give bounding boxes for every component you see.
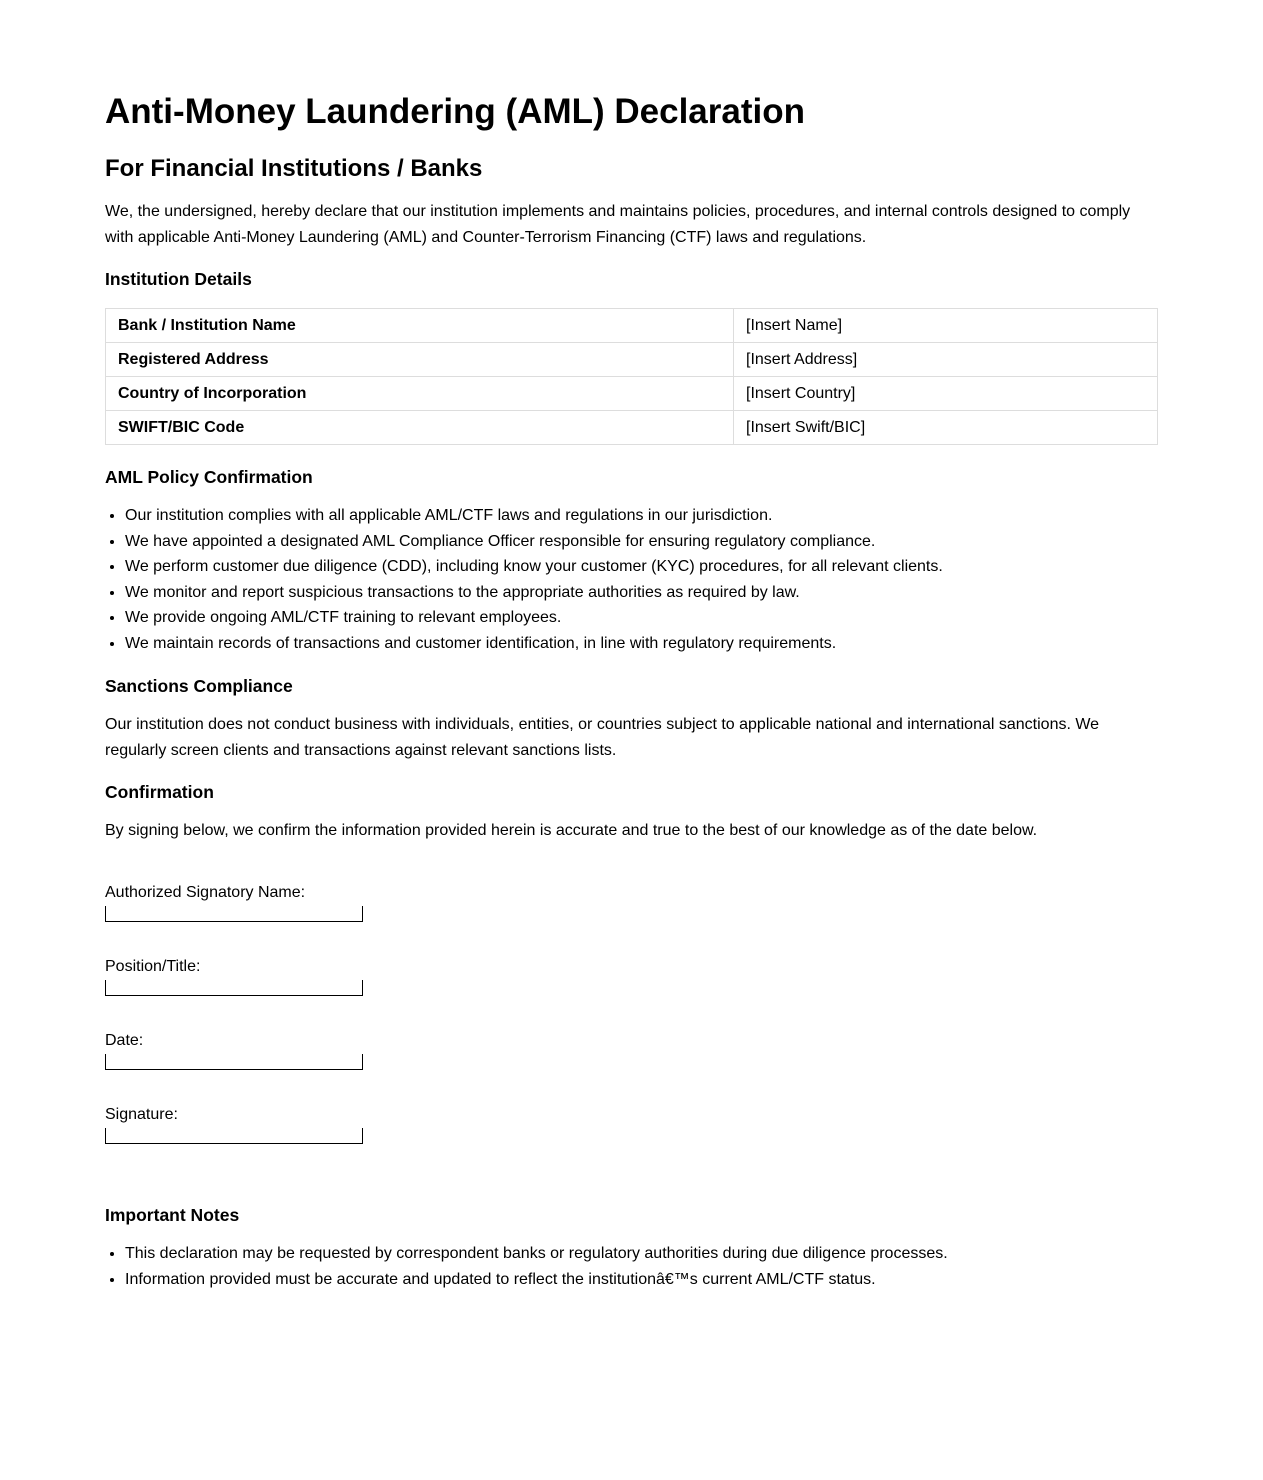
list-item: • We monitor and report suspicious transactions to the appropriate authorities as required by law.	[125, 580, 1158, 606]
row-value-registered-address: [Insert Address]	[734, 343, 1158, 377]
row-label-institution-name: Bank / Institution Name	[106, 309, 734, 343]
signature-field[interactable]	[105, 1127, 363, 1144]
row-label-swift-bic: SWIFT/BIC Code	[106, 411, 734, 445]
row-value-institution-name: [Insert Name]	[734, 309, 1158, 343]
position-title-label: Position/Title:	[105, 958, 201, 975]
row-label-registered-address: Registered Address	[106, 343, 734, 377]
confirmation-heading: Confirmation	[105, 782, 214, 802]
list-item: • Our institution complies with all applicable AML/CTF laws and regulations in our jurisdiction.	[125, 503, 1158, 529]
aml-policy-list	[105, 503, 1158, 657]
list-item: • We have appointed a designated AML Compliance Officer responsible for ensuring regulatory compliance.	[125, 529, 1158, 555]
important-notes-heading: Important Notes	[105, 1205, 240, 1225]
signatory-name-label: Authorized Signatory Name:	[105, 884, 306, 901]
date-block	[105, 1030, 363, 1070]
list-item: • This declaration may be requested by correspondent banks or regulatory authorities during due diligence processes.	[125, 1241, 1158, 1267]
position-title-field[interactable]	[105, 979, 363, 996]
institution-details-heading: Institution Details	[105, 269, 252, 289]
signatory-name-field[interactable]	[105, 905, 363, 922]
date-field[interactable]	[105, 1053, 363, 1070]
list-item: • We maintain records of transactions and customer identification, in line with regulatory requirements.	[125, 631, 1158, 657]
date-label: Date:	[105, 1032, 144, 1049]
sanctions-paragraph: Our institution does not conduct business with individuals, entities, or countries subject to applicable national and international sanctions. We regularly screen clients and transactions against relevant sanctions lists.	[105, 716, 1100, 759]
document-subtitle: For Financial Institutions / Banks	[105, 155, 483, 182]
row-value-country: [Insert Country]	[734, 377, 1158, 411]
row-value-swift-bic: [Insert Swift/BIC]	[734, 411, 1158, 445]
table-row	[106, 377, 1158, 411]
sanctions-heading: Sanctions Compliance	[105, 676, 293, 696]
signature-block	[105, 1104, 363, 1144]
table-row	[106, 411, 1158, 445]
document-page	[105, 0, 1158, 1300]
intro-paragraph: We, the undersigned, hereby declare that our institution implements and maintains policies, procedures, and internal controls designed to comply with applicable Anti-Money Laundering (AML) and Counter-Terrorism Financing (CTF) laws and regulations.	[105, 203, 1131, 246]
table-row	[106, 309, 1158, 343]
row-label-country: Country of Incorporation	[106, 377, 734, 411]
signature-label: Signature:	[105, 1106, 178, 1123]
important-notes-list	[105, 1241, 1158, 1292]
position-title-block	[105, 956, 363, 996]
list-item: • We perform customer due diligence (CDD), including know your customer (KYC) procedures, for all relevant clients.	[125, 554, 1158, 580]
list-item: • Information provided must be accurate and updated to reflect the institutionâ€™s current AML/CTF status.	[125, 1267, 1158, 1293]
confirmation-paragraph: By signing below, we confirm the information provided herein is accurate and true to the best of our knowledge as of the date below.	[105, 822, 1038, 839]
table-row	[106, 343, 1158, 377]
list-item: • We provide ongoing AML/CTF training to relevant employees.	[125, 605, 1158, 631]
document-title: Anti-Money Laundering (AML) Declaration	[105, 92, 805, 131]
signatory-name-block	[105, 882, 363, 922]
institution-details-table	[105, 308, 1158, 445]
aml-policy-heading: AML Policy Confirmation	[105, 467, 313, 487]
